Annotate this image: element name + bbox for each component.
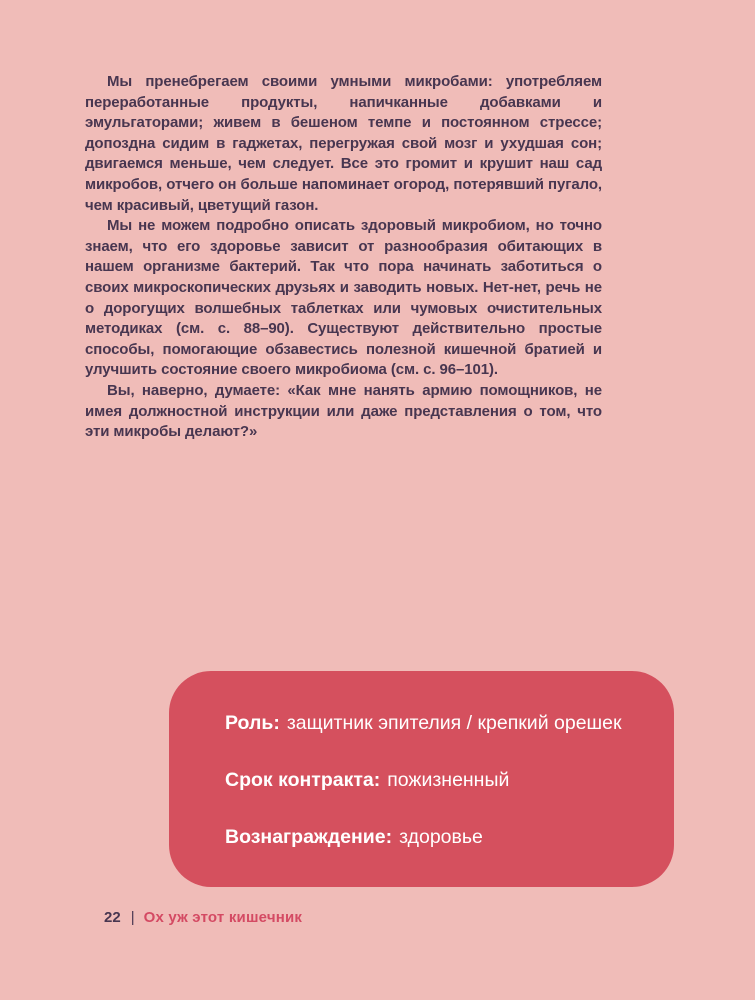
role-label: Роль: [225,712,280,734]
reward-value: здоровье [399,826,483,848]
paragraph-1: Мы пренебрегаем своими умными микробами: употребляем переработанные продукты, напичканные добавками и эмульгаторами; живем в бешеном темпе и постоянном стрессе; допоздна сидим в гаджетах, перегружая свой мозг и ухудшая сон; двигаемся меньше, чем следует. Все это громит и крушит наш сад микробов, отчего он больше напоминает огород, потерявший пугало, чем красивый, цветущий газон. [85,73,602,214]
page-number: 22 [104,909,121,926]
paragraph-3: Вы, наверно, думаете: «Как мне нанять армию помощников, не имея должностной инструкции или даже представления о том, что эти микробы делают?» [85,381,602,441]
card-row-contract-term [225,768,644,792]
contract-card [169,671,674,887]
card-row-reward [225,825,644,849]
page-footer [104,909,302,926]
contract-term-value: пожизненный [387,769,510,791]
footer-separator: | [130,909,135,926]
paragraph-2: Мы не можем подробно описать здоровый микробиом, но точно знаем, что его здоровье зависит от разнообразия обитающих в нашем организме бактерий. Так что пора начинать заботиться о своих микроскопических друзьях и заводить новых. Нет-нет, речь не о дорогущих волшебных таблетках или чумовых очистительных методиках (см. с. 88–90). Существуют действительно простые способы, помогающие обзавестись полезной кишечной братией и улучшить состояние своего микробиома (см. с. 96–101). [85,217,602,379]
card-row-role [225,711,644,735]
book-title: Ох уж этот кишечник [143,909,303,926]
reward-label: Вознаграждение: [225,826,393,848]
contract-term-label: Срок контракта: [225,769,381,791]
role-value: защитник эпителия / крепкий орешек [286,712,622,734]
body-text-block [85,72,602,443]
